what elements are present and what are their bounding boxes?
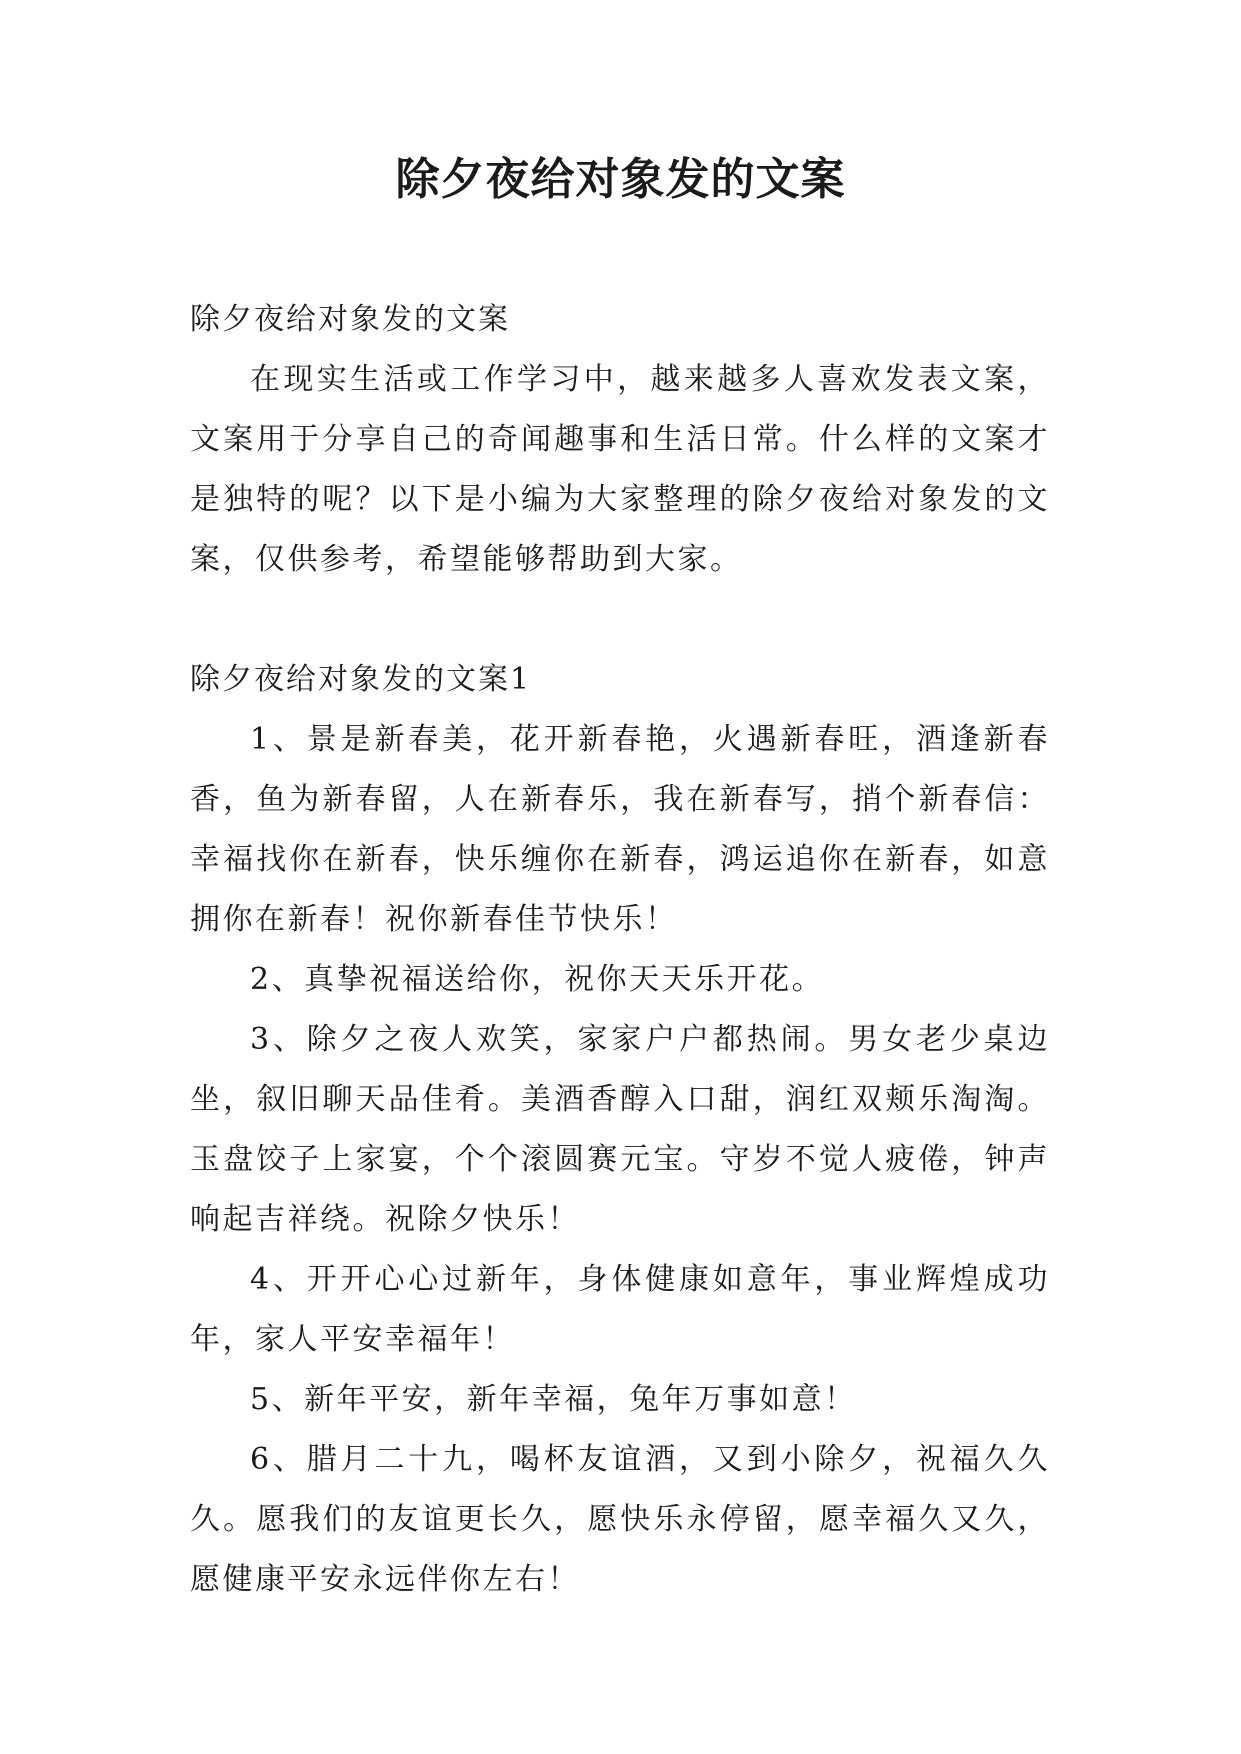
list-item: 5、新年平安，新年幸福，兔年万事如意！: [250, 1382, 857, 1417]
document-title: 除夕夜给对象发的文案: [395, 154, 846, 205]
list-item: 6、腊月二十九，喝杯友谊酒，又到小除夕，祝福久久久。愿我们的友谊更长久，愿快乐永停留，愿幸福久又久，愿健康平安永远伴你左右！: [190, 1442, 1050, 1597]
list-item: 1、景是新春美，花开新春艳，火遇新春旺，酒逢新春香，鱼为新春留，人在新春乐，我在新春写，捎个新春信：幸福找你在新春，快乐缠你在新春，鸿运追你在新春，如意拥你在新春！祝你新春佳节快乐！: [190, 722, 1050, 937]
document-body: [190, 290, 1050, 1610]
list-item: 3、除夕之夜人欢笑，家家户户都热闹。男女老少桌边坐，叙旧聊天品佳肴。美酒香醇入口甜，润红双颊乐淘淘。玉盘饺子上家宴，个个滚圆赛元宝。守岁不觉人疲倦，钟声响起吉祥绕。祝除夕快乐！: [190, 1022, 1050, 1237]
section-heading: 除夕夜给对象发的文案1: [190, 662, 532, 697]
intro-paragraph: 在现实生活或工作学习中，越来越多人喜欢发表文案，文案用于分享自己的奇闻趣事和生活日常。什么样的文案才是独特的呢？以下是小编为大家整理的除夕夜给对象发的文案，仅供参考，希望能够帮助到大家。: [190, 362, 1050, 577]
list-item: 2、真挚祝福送给你，祝你天天乐开花。: [250, 962, 825, 997]
intro-heading: 除夕夜给对象发的文案: [190, 302, 510, 337]
list-item: 4、开开心心过新年，身体健康如意年，事业辉煌成功年，家人平安幸福年！: [190, 1262, 1050, 1357]
section-spacer: [190, 590, 1050, 650]
